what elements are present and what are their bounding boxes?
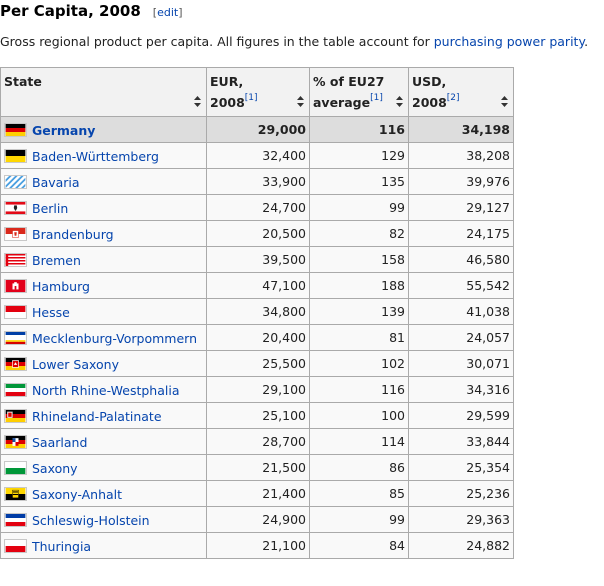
state-link[interactable]: Hamburg [32,278,90,294]
pct-cell: 129 [310,143,409,169]
table-body [1,117,514,559]
usd-cell: 24,882 [409,533,514,559]
header-usd[interactable] [409,68,514,117]
table-row [1,169,514,195]
state-flag-icon [4,201,27,215]
state-cell [1,247,207,273]
pct-cell: 158 [310,247,409,273]
state-flag-icon [4,149,27,163]
state-link[interactable]: Rhineland-Palatinate [32,408,162,424]
state-flag-icon [4,331,27,345]
table-row [1,351,514,377]
eur-reference-link[interactable]: [1] [244,93,258,103]
header-pct-line1: % of EU27 [313,74,385,89]
edit-bracket-open: [ [152,6,158,19]
eur-cell: 20,400 [207,325,310,351]
state-cell [1,169,207,195]
state-flag-icon [4,461,27,475]
state-link[interactable]: Lower Saxony [32,356,119,372]
state-link[interactable]: Schleswig-Holstein [32,512,150,528]
state-link[interactable]: Hesse [32,304,70,320]
eur-cell: 28,700 [207,429,310,455]
intro-text: Gross regional product per capita. All figures in the table account for [0,34,434,49]
pct-cell: 116 [310,117,409,143]
usd-cell: 29,599 [409,403,514,429]
sort-icon[interactable] [396,96,403,107]
state-link[interactable]: Saxony [32,460,78,476]
state-cell [1,117,207,143]
table-row [1,507,514,533]
table-row [1,273,514,299]
table-row [1,221,514,247]
header-eur[interactable] [207,68,310,117]
state-link[interactable]: Berlin [32,200,69,216]
state-cell [1,351,207,377]
eur-cell: 25,100 [207,403,310,429]
eur-cell: 21,100 [207,533,310,559]
pct-cell: 102 [310,351,409,377]
table-row [1,247,514,273]
state-link[interactable]: Brandenburg [32,226,114,242]
state-flag-icon [4,123,27,137]
state-cell [1,325,207,351]
eur-cell: 24,700 [207,195,310,221]
state-cell [1,143,207,169]
table-row [1,195,514,221]
state-link[interactable]: Bremen [32,252,81,268]
state-link[interactable]: Germany [32,122,96,138]
pct-cell: 114 [310,429,409,455]
state-link[interactable]: Mecklenburg-Vorpommern [32,330,197,346]
state-flag-icon [4,409,27,423]
header-eur-label: EUR, 2008 [210,74,245,110]
usd-cell: 34,316 [409,377,514,403]
eur-cell: 29,100 [207,377,310,403]
state-link[interactable]: Saxony-Anhalt [32,486,123,502]
table-row [1,403,514,429]
state-cell [1,299,207,325]
eur-cell: 21,400 [207,481,310,507]
state-flag-icon [4,435,27,449]
pct-reference-link[interactable]: [1] [370,93,383,103]
edit-section [153,6,183,19]
state-cell [1,455,207,481]
state-flag-icon [4,279,27,293]
state-cell [1,221,207,247]
eur-cell: 34,800 [207,299,310,325]
usd-cell: 25,236 [409,481,514,507]
state-cell [1,403,207,429]
eur-cell: 33,900 [207,169,310,195]
eur-cell: 29,000 [207,117,310,143]
state-cell [1,377,207,403]
usd-cell: 55,542 [409,273,514,299]
usd-cell: 30,071 [409,351,514,377]
state-cell [1,481,207,507]
usd-cell: 46,580 [409,247,514,273]
usd-cell: 33,844 [409,429,514,455]
usd-cell: 24,175 [409,221,514,247]
state-cell [1,273,207,299]
table-row [1,455,514,481]
pct-cell: 99 [310,195,409,221]
table-row [1,299,514,325]
section-heading [0,2,182,24]
table-header-row [1,68,514,117]
eur-cell: 24,900 [207,507,310,533]
eur-cell: 21,500 [207,455,310,481]
sort-icon[interactable] [194,96,201,107]
usd-cell: 38,208 [409,143,514,169]
pct-cell: 116 [310,377,409,403]
usd-cell: 29,127 [409,195,514,221]
state-cell [1,429,207,455]
state-flag-icon [4,227,27,241]
eur-cell: 32,400 [207,143,310,169]
eur-cell: 47,100 [207,273,310,299]
state-cell [1,533,207,559]
usd-cell: 29,363 [409,507,514,533]
pct-cell: 82 [310,221,409,247]
intro-paragraph [0,34,588,49]
table-row [1,325,514,351]
ppp-link[interactable]: purchasing power parity [433,34,585,49]
usd-cell: 25,354 [409,455,514,481]
state-cell [1,195,207,221]
sort-icon[interactable] [297,96,304,107]
state-flag-icon [4,357,27,371]
state-flag-icon [4,487,27,501]
header-usd-label: USD, 2008 [412,74,447,110]
pct-cell: 81 [310,325,409,351]
usd-cell: 41,038 [409,299,514,325]
pct-cell: 100 [310,403,409,429]
header-pct-line2: average [313,95,371,110]
state-cell [1,507,207,533]
eur-cell: 20,500 [207,221,310,247]
pct-cell: 84 [310,533,409,559]
state-link[interactable]: Saarland [32,434,88,450]
usd-cell: 24,057 [409,325,514,351]
edit-bracket-close: ] [178,6,183,19]
pct-cell: 99 [310,507,409,533]
table-row [1,143,514,169]
header-pct[interactable] [310,68,409,117]
state-flag-icon [4,175,27,189]
usd-reference-link[interactable]: [2] [446,93,460,103]
state-flag-icon [4,253,27,267]
state-flag-icon [4,539,27,553]
section-title: Per Capita, 2008 [0,2,141,20]
pct-cell: 188 [310,273,409,299]
sort-icon[interactable] [501,96,508,107]
state-flag-icon [4,305,27,319]
pct-cell: 135 [310,169,409,195]
usd-cell: 34,198 [409,117,514,143]
table-row [1,481,514,507]
state-flag-icon [4,383,27,397]
header-state[interactable] [1,68,207,117]
pct-cell: 85 [310,481,409,507]
pct-cell: 86 [310,455,409,481]
edit-link[interactable]: edit [157,6,179,19]
pct-cell: 139 [310,299,409,325]
header-state-label: State [4,74,42,89]
eur-cell: 25,500 [207,351,310,377]
state-link[interactable]: North Rhine-Westphalia [32,382,180,398]
state-link[interactable]: Bavaria [32,174,80,190]
table-row [1,377,514,403]
intro-end: . [584,34,589,49]
state-flag-icon [4,513,27,527]
state-link[interactable]: Thuringia [32,538,92,554]
state-link[interactable]: Baden-Württemberg [32,148,159,164]
table-row [1,117,514,143]
usd-cell: 39,976 [409,169,514,195]
table-row [1,533,514,559]
gdp-per-capita-table [0,67,514,559]
table-row [1,429,514,455]
eur-cell: 39,500 [207,247,310,273]
